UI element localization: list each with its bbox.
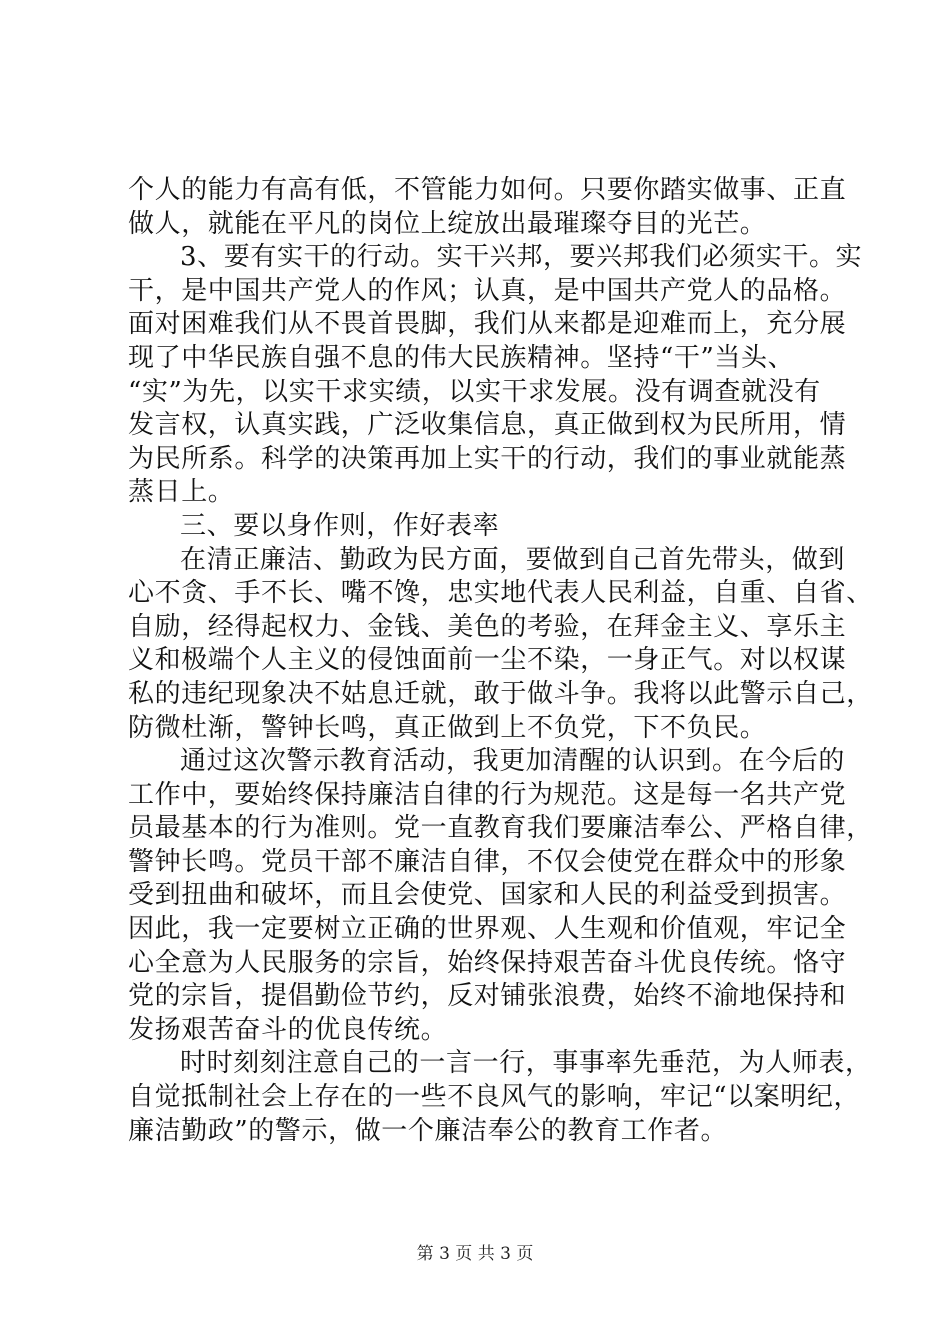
text-line: 现了中华民族自强不息的伟大民族精神。坚持“干”当头、 (128, 342, 795, 373)
text-line: 面对困难我们从不畏首畏脚，我们从来都是迎难而上，充分展 (128, 309, 847, 340)
text-line: 廉洁勤政”的警示，做一个廉洁奉公的教育工作者。 (128, 1115, 728, 1146)
text-line: 为民所系。科学的决策再加上实干的行动，我们的事业就能蒸 (128, 443, 847, 474)
page-footer: 第 3 页 共 3 页 (416, 1244, 534, 1264)
text-line: 工作中，要始终保持廉洁自律的行为规范。这是每一名共产党 (128, 779, 847, 810)
text-line: 私的违纪现象决不姑息迁就，敢于做斗争。我将以此警示自己， (128, 678, 873, 709)
text-line: 警钟长鸣。党员干部不廉洁自律，不仅会使党在群众中的形象 (128, 846, 847, 877)
text-line: 在清正廉洁、勤政为民方面，要做到自己首先带头，做到 (180, 544, 846, 575)
text-line: 党的宗旨，提倡勤俭节约，反对铺张浪费，始终不渝地保持和 (128, 981, 847, 1012)
text-line: 员最基本的行为准则。党一直教育我们要廉洁奉公、严格自律， (128, 813, 873, 844)
text-line: 义和极端个人主义的侵蚀面前一尘不染，一身正气。对以权谋 (128, 645, 847, 676)
text-line: 个人的能力有高有低，不管能力如何。只要你踏实做事、正直 (128, 175, 847, 205)
text-line: 做人，就能在平凡的岗位上绽放出最璀璨夺目的光芒。 (128, 208, 767, 239)
text-line: 自觉抵制社会上存在的一些不良风气的影响，牢记“以案明纪， (128, 1082, 861, 1113)
text-line: 发扬艰苦奋斗的优良传统。 (128, 1014, 448, 1045)
text-line: 因此，我一定要树立正确的世界观、人生观和价值观，牢记全 (128, 914, 847, 945)
document-body (128, 174, 873, 1148)
text-line: 受到扭曲和破坏，而且会使党、国家和人民的利益受到损害。 (128, 880, 847, 911)
text-line: 心不贪、手不长、嘴不馋，忠实地代表人民利益，自重、自省、 (128, 578, 873, 609)
text-line: 蒸日上。 (128, 477, 235, 508)
text-line: 3、要有实干的行动。实干兴邦，要兴邦我们必须实干。实 (180, 242, 863, 273)
text-line: 发言权，认真实践，广泛收集信息，真正做到权为民所用，情 (128, 410, 847, 441)
text-line: “实”为先，以实干求实绩，以实干求发展。没有调查就没有 (128, 376, 821, 407)
text-line: 心全意为人民服务的宗旨，始终保持艰苦奋斗优良传统。恪守 (128, 947, 847, 978)
text-line: 自励，经得起权力、金钱、美色的考验，在拜金主义、享乐主 (128, 611, 847, 642)
text-line: 时时刻刻注意自己的一言一行，事事率先垂范，为人师表， (180, 1048, 872, 1079)
text-line: 防微杜渐，警钟长鸣，真正做到上不负党，下不负民。 (128, 712, 767, 743)
text-line: 干，是中国共产党人的作风；认真，是中国共产党人的品格。 (128, 275, 847, 306)
section-heading: 三、要以身作则，作好表率 (180, 510, 500, 541)
text-line: 通过这次警示教育活动，我更加清醒的认识到。在今后的 (180, 746, 846, 777)
